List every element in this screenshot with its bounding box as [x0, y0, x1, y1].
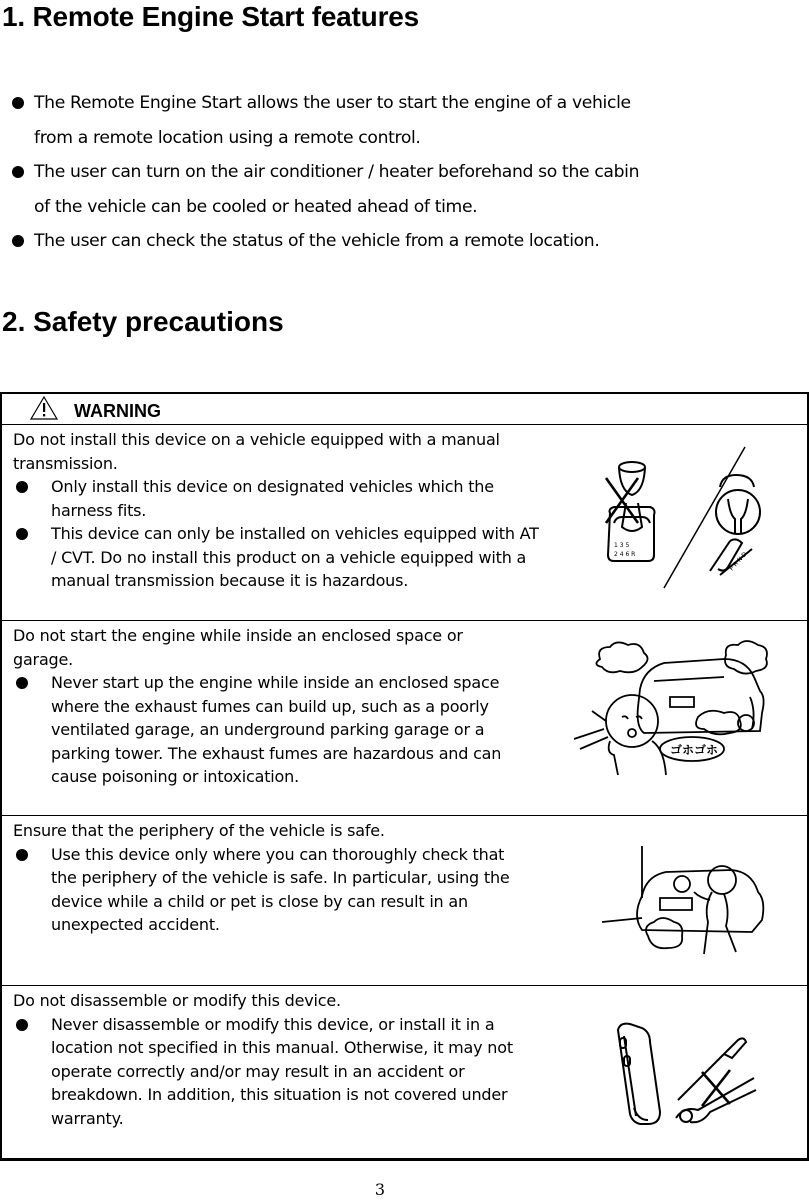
remote-fob-and-crossed-tools-illustration: [614, 1020, 764, 1130]
svg-text:1 3 5: 1 3 5: [614, 542, 630, 549]
page-number: 3: [374, 1180, 386, 1199]
feature-text-line2: of the vehicle can be cooled or heated ahead of time.: [34, 196, 478, 217]
warning-bullet-text: Never disassemble or modify this device, or install it in a location not specified in this manual. Otherwise, it may not operate correctly and/or may result in an accident or breakdown. In addition, this situation is not covered under warranty.: [51, 1014, 513, 1128]
section-1-title: 1. Remote Engine Start features: [2, 1, 420, 32]
warning-triangle-icon: [29, 395, 59, 421]
section-2-title: 2. Safety precautions: [2, 306, 284, 337]
warning-bullet-text: Only install this device on designated vehicles which the harness fits.: [51, 477, 494, 520]
warning-lead: Do not install this device on a vehicle equipped with a manual transmission.: [13, 430, 500, 473]
feature-text-line2: from a remote location using a remote control.: [34, 127, 421, 148]
warning-row-text: [13, 624, 538, 789]
bullet-icon: [16, 528, 28, 540]
features-list: [12, 86, 802, 259]
warning-bullet: [13, 1013, 541, 1131]
feature-text-line1: The Remote Engine Start allows the user to start the engine of a vehicle: [34, 93, 631, 113]
feature-text-line1: The user can turn on the air conditioner / heater beforehand so the cabin: [34, 162, 640, 182]
person-coughing-exhaust-fumes-illustration: [574, 637, 774, 777]
warning-row-text: [13, 989, 538, 1130]
feature-item: [12, 224, 802, 259]
manual-shifter-crossed-vs-automatic-shifter-illustration: [602, 443, 782, 593]
bullet-icon: [12, 235, 24, 247]
warning-lead: Ensure that the periphery of the vehicle is safe.: [13, 821, 385, 840]
warning-bullet: [13, 475, 541, 522]
warning-row-text: [13, 819, 538, 937]
warning-bullet-text: This device can only be installed on vehicles equipped with AT / CVT. Do no install this product on a vehicle equipped with a manual transmission because it is hazardous.: [51, 524, 539, 590]
child-near-running-car-illustration: [602, 836, 772, 966]
warning-label: WARNING: [74, 401, 161, 421]
bullet-icon: [12, 97, 24, 109]
feature-item: [12, 86, 802, 155]
warning-row-disassemble: [2, 986, 807, 1159]
bullet-icon: [12, 166, 24, 178]
warning-bullet: [13, 671, 526, 789]
cough-sound-label: ゴホゴホ: [670, 743, 719, 757]
warning-bullet: [13, 522, 541, 593]
bullet-icon: [16, 481, 28, 493]
bullet-icon: [16, 677, 28, 689]
feature-item: [12, 155, 802, 224]
warning-table: [0, 392, 809, 1161]
warning-bullet-text: Use this device only where you can thoroughly check that the periphery of the vehicle is safe. In particular, using the device while a child or pet is close by can result in an unexpected accident.: [51, 844, 510, 934]
warning-bullet: [13, 843, 516, 937]
bullet-icon: [16, 1019, 28, 1031]
warning-row-manual-transmission: [2, 425, 807, 621]
warning-bullet-text: Never start up the engine while inside an enclosed space where the exhaust fumes can build up, such as a poorly ventilated garage, an underground parking garage or a parking tower. The exhaust fumes are hazardous and can cause poisoning or intoxication.: [51, 673, 502, 786]
bullet-icon: [16, 849, 28, 861]
feature-text-line1: The user can check the status of the vehicle from a remote location.: [34, 231, 600, 251]
svg-text:P R N D: P R N D: [728, 550, 749, 573]
svg-text:2 4 6 R: 2 4 6 R: [614, 551, 636, 558]
warning-row-periphery: [2, 816, 807, 986]
warning-lead: Do not disassemble or modify this device.: [13, 991, 341, 1010]
warning-row-enclosed-space: [2, 621, 807, 816]
warning-lead: Do not start the engine while inside an enclosed space or garage.: [13, 626, 463, 669]
warning-row-text: [13, 428, 538, 593]
warning-header: [2, 394, 807, 425]
